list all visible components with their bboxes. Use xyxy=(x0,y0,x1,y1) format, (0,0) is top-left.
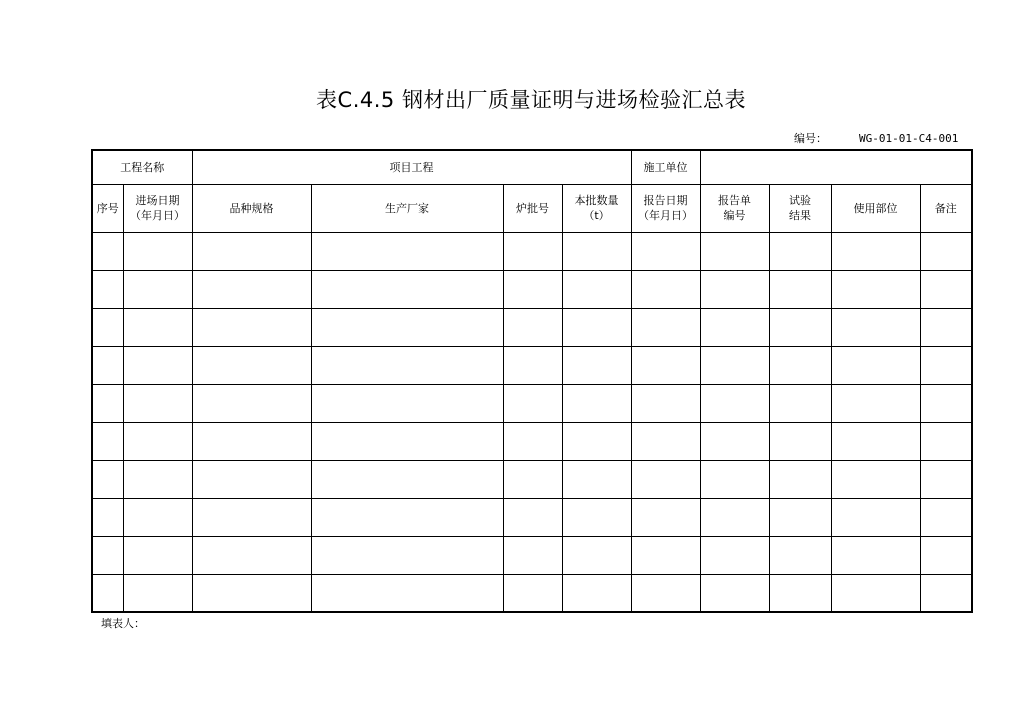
table-cell-entry-date[interactable] xyxy=(123,270,192,308)
table-cell-manufacturer[interactable] xyxy=(311,384,503,422)
table-cell-test-result[interactable] xyxy=(769,498,831,536)
table-cell-manufacturer[interactable] xyxy=(311,232,503,270)
column-header-line: 生产厂家 xyxy=(385,201,429,215)
table-cell-remarks[interactable] xyxy=(920,346,972,384)
table-row xyxy=(92,346,972,384)
table-cell-heat-batch-no[interactable] xyxy=(503,232,562,270)
table-cell-heat-batch-no[interactable] xyxy=(503,574,562,612)
table-cell-index[interactable] xyxy=(92,574,123,612)
table-cell-variety-spec[interactable] xyxy=(192,422,311,460)
table-cell-usage-location[interactable] xyxy=(831,270,920,308)
table-cell-test-result[interactable] xyxy=(769,536,831,574)
column-header-variety-spec xyxy=(192,184,311,232)
column-header-report-date xyxy=(631,184,700,232)
table-cell-entry-date[interactable] xyxy=(123,384,192,422)
table-cell-report-no[interactable] xyxy=(700,346,769,384)
table-cell-report-no[interactable] xyxy=(700,498,769,536)
table-cell-batch-quantity[interactable] xyxy=(562,346,631,384)
column-header-usage-location xyxy=(831,184,920,232)
column-header-line: （年月日） xyxy=(130,209,185,222)
table-cell-heat-batch-no[interactable] xyxy=(503,308,562,346)
table-cell-report-no[interactable] xyxy=(700,460,769,498)
table-cell-manufacturer[interactable] xyxy=(311,270,503,308)
column-header-line: 进场日期 xyxy=(135,194,180,207)
table-cell-batch-quantity[interactable] xyxy=(562,460,631,498)
table-cell-report-date[interactable] xyxy=(631,574,700,612)
table-cell-entry-date[interactable] xyxy=(123,460,192,498)
table-cell-entry-date[interactable] xyxy=(123,422,192,460)
column-header-line: 试验 xyxy=(789,194,811,207)
table-cell-heat-batch-no[interactable] xyxy=(503,536,562,574)
column-header-line: 炉批号 xyxy=(516,201,549,215)
table-row xyxy=(92,574,972,612)
column-header-report-no xyxy=(700,184,769,232)
table-cell-variety-spec[interactable] xyxy=(192,498,311,536)
table-cell-remarks[interactable] xyxy=(920,232,972,270)
page-title: 表C.4.5 钢材出厂质量证明与进场检验汇总表 xyxy=(316,88,746,112)
construction-unit-value[interactable] xyxy=(700,150,972,184)
table-cell-variety-spec[interactable] xyxy=(192,270,311,308)
table-cell-index[interactable] xyxy=(92,460,123,498)
table-cell-usage-location[interactable] xyxy=(831,460,920,498)
column-header-line: 序号 xyxy=(96,201,119,215)
info-row xyxy=(92,150,972,184)
filler-label: 填表人： xyxy=(101,617,145,630)
table-cell-test-result[interactable] xyxy=(769,270,831,308)
column-header-heat-batch-no xyxy=(503,184,562,232)
table-cell-report-no[interactable] xyxy=(700,308,769,346)
table-cell-variety-spec[interactable] xyxy=(192,308,311,346)
table-cell-test-result[interactable] xyxy=(769,384,831,422)
table-cell-report-no[interactable] xyxy=(700,270,769,308)
table-cell-batch-quantity[interactable] xyxy=(562,574,631,612)
column-header-manufacturer xyxy=(311,184,503,232)
table-cell-remarks[interactable] xyxy=(920,384,972,422)
table-cell-manufacturer[interactable] xyxy=(311,498,503,536)
summary-table xyxy=(91,149,973,613)
table-cell-remarks[interactable] xyxy=(920,422,972,460)
column-header-row xyxy=(92,184,972,232)
table-cell-manufacturer[interactable] xyxy=(311,422,503,460)
code-label: 编号： xyxy=(794,132,827,145)
table-cell-variety-spec[interactable] xyxy=(192,232,311,270)
table-cell-index[interactable] xyxy=(92,498,123,536)
code-value: WG-01-01-C4-001 xyxy=(859,132,959,145)
table-cell-index[interactable] xyxy=(92,346,123,384)
table-cell-variety-spec[interactable] xyxy=(192,536,311,574)
column-header-batch-quantity xyxy=(562,184,631,232)
column-header-line: （年月日） xyxy=(638,209,693,222)
table-cell-manufacturer[interactable] xyxy=(311,460,503,498)
table-cell-report-no[interactable] xyxy=(700,232,769,270)
table-cell-index[interactable] xyxy=(92,536,123,574)
table-cell-index[interactable] xyxy=(92,384,123,422)
table-cell-usage-location[interactable] xyxy=(831,498,920,536)
table-cell-report-date[interactable] xyxy=(631,498,700,536)
table-row xyxy=(92,308,972,346)
table-cell-report-no[interactable] xyxy=(700,574,769,612)
table-row xyxy=(92,270,972,308)
column-header-line: 备注 xyxy=(934,201,957,215)
construction-unit-label: 施工单位 xyxy=(631,150,700,184)
column-header-line: 报告日期 xyxy=(643,194,688,207)
column-header-entry-date xyxy=(123,184,192,232)
table-cell-heat-batch-no[interactable] xyxy=(503,384,562,422)
table-cell-test-result[interactable] xyxy=(769,346,831,384)
table-cell-index[interactable] xyxy=(92,422,123,460)
column-header-test-result xyxy=(769,184,831,232)
table-cell-batch-quantity[interactable] xyxy=(562,308,631,346)
column-header-line: 报告单 xyxy=(718,194,751,207)
table-cell-entry-date[interactable] xyxy=(123,232,192,270)
table-cell-variety-spec[interactable] xyxy=(192,574,311,612)
table-cell-heat-batch-no[interactable] xyxy=(503,346,562,384)
table-cell-remarks[interactable] xyxy=(920,574,972,612)
table-cell-report-date[interactable] xyxy=(631,308,700,346)
table-cell-variety-spec[interactable] xyxy=(192,460,311,498)
table-cell-usage-location[interactable] xyxy=(831,308,920,346)
table-cell-entry-date[interactable] xyxy=(123,574,192,612)
table-cell-batch-quantity[interactable] xyxy=(562,536,631,574)
column-header-line: （t） xyxy=(583,209,610,222)
table-cell-batch-quantity[interactable] xyxy=(562,498,631,536)
column-header-remarks xyxy=(920,184,972,232)
column-header-line: 使用部位 xyxy=(853,201,898,215)
table-cell-report-date[interactable] xyxy=(631,460,700,498)
table-cell-remarks[interactable] xyxy=(920,536,972,574)
column-header-index xyxy=(92,184,123,232)
table-cell-usage-location[interactable] xyxy=(831,232,920,270)
table-cell-manufacturer[interactable] xyxy=(311,574,503,612)
table-cell-remarks[interactable] xyxy=(920,498,972,536)
table-cell-heat-batch-no[interactable] xyxy=(503,270,562,308)
table-row xyxy=(92,498,972,536)
table-cell-report-date[interactable] xyxy=(631,384,700,422)
table-cell-report-no[interactable] xyxy=(700,422,769,460)
column-header-line: 编号 xyxy=(723,209,746,222)
project-name-label: 工程名称 xyxy=(92,150,192,184)
table-cell-test-result[interactable] xyxy=(769,422,831,460)
table-cell-index[interactable] xyxy=(92,232,123,270)
table-cell-report-date[interactable] xyxy=(631,422,700,460)
table-cell-usage-location[interactable] xyxy=(831,422,920,460)
table-cell-report-date[interactable] xyxy=(631,232,700,270)
table-cell-batch-quantity[interactable] xyxy=(562,384,631,422)
table-cell-entry-date[interactable] xyxy=(123,346,192,384)
table-cell-entry-date[interactable] xyxy=(123,498,192,536)
table-cell-usage-location[interactable] xyxy=(831,536,920,574)
table-cell-report-no[interactable] xyxy=(700,536,769,574)
table-cell-index[interactable] xyxy=(92,308,123,346)
table-cell-heat-batch-no[interactable] xyxy=(503,498,562,536)
table-cell-variety-spec[interactable] xyxy=(192,346,311,384)
table-cell-report-date[interactable] xyxy=(631,536,700,574)
table-body xyxy=(92,232,972,612)
table-cell-report-no[interactable] xyxy=(700,384,769,422)
table-cell-heat-batch-no[interactable] xyxy=(503,460,562,498)
column-header-line: 本批数量 xyxy=(574,194,619,207)
table-row xyxy=(92,460,972,498)
table-cell-remarks[interactable] xyxy=(920,308,972,346)
table-cell-usage-location[interactable] xyxy=(831,384,920,422)
table-cell-usage-location[interactable] xyxy=(831,574,920,612)
table-cell-manufacturer[interactable] xyxy=(311,308,503,346)
table-cell-entry-date[interactable] xyxy=(123,536,192,574)
table-cell-test-result[interactable] xyxy=(769,232,831,270)
table-row xyxy=(92,232,972,270)
table-cell-entry-date[interactable] xyxy=(123,308,192,346)
table-cell-batch-quantity[interactable] xyxy=(562,232,631,270)
table-cell-manufacturer[interactable] xyxy=(311,536,503,574)
table-row xyxy=(92,536,972,574)
table-cell-manufacturer[interactable] xyxy=(311,346,503,384)
table-cell-usage-location[interactable] xyxy=(831,346,920,384)
form-code xyxy=(794,130,958,146)
table-cell-test-result[interactable] xyxy=(769,574,831,612)
table-cell-test-result[interactable] xyxy=(769,308,831,346)
table-cell-test-result[interactable] xyxy=(769,460,831,498)
table-cell-variety-spec[interactable] xyxy=(192,384,311,422)
table-cell-report-date[interactable] xyxy=(631,346,700,384)
table-cell-report-date[interactable] xyxy=(631,270,700,308)
table-cell-index[interactable] xyxy=(92,270,123,308)
table-row xyxy=(92,422,972,460)
table-cell-batch-quantity[interactable] xyxy=(562,270,631,308)
column-header-line: 品种规格 xyxy=(229,201,274,215)
table-cell-heat-batch-no[interactable] xyxy=(503,422,562,460)
column-header-line: 结果 xyxy=(789,209,811,222)
table-cell-remarks[interactable] xyxy=(920,460,972,498)
table-cell-batch-quantity[interactable] xyxy=(562,422,631,460)
project-name-value[interactable]: 项目工程 xyxy=(192,150,631,184)
table-row xyxy=(92,384,972,422)
table-cell-remarks[interactable] xyxy=(920,270,972,308)
